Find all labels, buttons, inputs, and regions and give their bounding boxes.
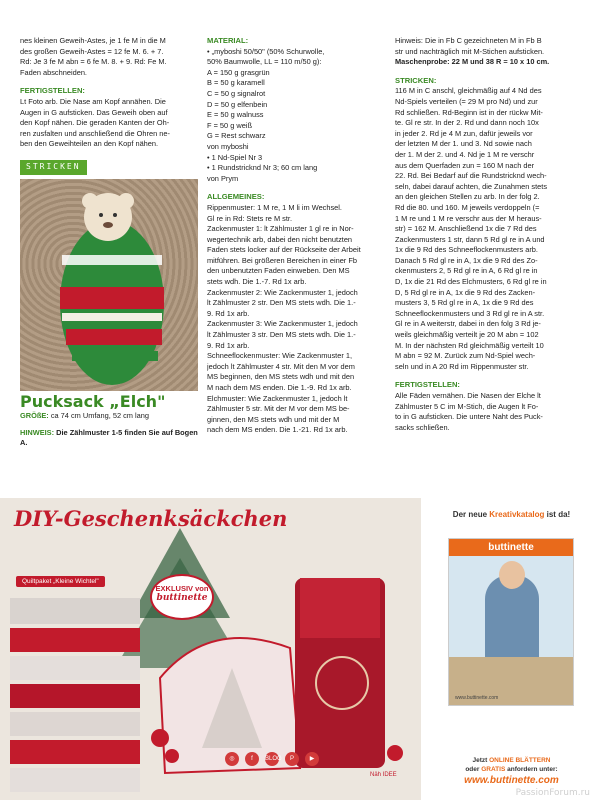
text-line: Schneeflockenmusters und 3 Rd gl re in A str.	[395, 308, 545, 318]
text-line: Zählmuster 5 str. Mit der M vor dem MS be-	[207, 404, 350, 414]
text-line: von Prym	[207, 173, 239, 183]
text-line: Faden abschneiden.	[20, 67, 87, 77]
hinweis-text: Die Zählmuster 1-5 finden Sie auf Bogen A.	[20, 427, 198, 448]
text-line: M nach dem MS enden. Die 1.-9. Rd 1x arb.	[207, 383, 352, 392]
text-line: Gl re in A weiterstr, dabei in den folg 3 Rd je-	[395, 319, 541, 329]
advertisement-banner	[0, 498, 600, 800]
text-line: lt Zählmuster 3 str. Den MS stets wdh. Die 1.-	[207, 330, 356, 340]
text-line: 1x die 9 Rd des Schneeflockenmusters arb.	[395, 245, 538, 255]
text-line: 1 M re und 1 M re verschr aus der M heraus-	[395, 213, 542, 223]
text-line: an den gleichen Stellen zu arb. In der folg 2.	[395, 192, 540, 202]
text-line: Rd die 80. und 160. M jeweils verdoppeln (=	[395, 202, 540, 212]
text-line: Schneeflockenmuster: Wie Zackenmuster 1,	[207, 351, 352, 361]
text-line: nach dem MS enden. Die 1.-21. Rd 1x arb.	[207, 425, 348, 435]
text-line: lt Zählmuster 2 str. Den MS stets wdh. Die 1.-	[207, 298, 356, 308]
section-heading-fertigstellen-2: FERTIGSTELLEN:	[395, 380, 460, 390]
text-line: 9. Rd 1x arb.	[207, 308, 250, 318]
online-line-2-post: anfordern unter:	[505, 766, 558, 773]
text-line: ren zusfalten und anschließend die Ohren ne-	[20, 128, 170, 138]
text-line: Augen in G aufsticken. Das Geweih oben auf	[20, 107, 168, 117]
text-line: G = Rest schwarz	[207, 131, 266, 141]
stricken-block	[395, 86, 580, 372]
text-line: MS beginnen, den MS stets wdh und mit den	[207, 372, 355, 382]
text-line: 50% Baumwolle, LL = 110 m/50 g):	[207, 57, 322, 67]
text-line: Faden stets locker auf der Rückseite der Arbeit	[207, 245, 361, 255]
text-line: mitführen. Bei größeren Bereichen in einer Fb	[207, 255, 357, 265]
youtube-icon[interactable]: ▶	[305, 752, 319, 766]
exklusiv-text: EXKLUSIV von	[155, 584, 209, 593]
quiltpaket-label: Quiltpaket „Kleine Wichtel"	[16, 576, 105, 587]
text-line: 9. Rd 1x arb.	[207, 340, 250, 350]
pucksack-photo	[20, 179, 198, 391]
column-1	[20, 36, 198, 449]
text-line: Rd: Je 3 fe M abn = 6 fe M. 8. + 9. Rd: Fe M.	[20, 57, 167, 67]
online-line-1-pre: Jetzt	[472, 757, 490, 764]
text-line: sacks schließen.	[395, 422, 450, 432]
text-line: wegertechnik arb, dabei den nicht benutzten	[207, 234, 353, 244]
facebook-icon[interactable]: f	[245, 752, 259, 766]
online-line-2-highlight: GRATIS	[481, 766, 506, 773]
text-line: Lt Foto arb. Die Nase am Kopf annähen. Die	[20, 96, 166, 106]
text-line: jedoch lt Zählmuster 4 str. Mit den M vor dem	[207, 361, 355, 371]
social-icons	[225, 752, 319, 766]
text-line: Elchmuster: Wie Zackenmuster 1, jedoch lt	[207, 393, 348, 403]
text-line: str) = 162 M. Anschließend 1x die 7 Rd des	[395, 224, 537, 234]
section-heading-fertigstellen: FERTIGSTELLEN:	[20, 86, 85, 96]
text-line: E = 50 g walnuss	[207, 110, 264, 120]
diy-ad[interactable]	[0, 498, 421, 800]
text-line: ben den Geweihteilen an den Kopf nähen.	[20, 139, 159, 149]
text-line: • 1 Nd-Spiel Nr 3	[207, 152, 263, 162]
text-line: D, 1x die 21 Rd des Elchmusters, 6 Rd gl re in	[395, 277, 547, 287]
fertig-block	[395, 391, 580, 433]
text-line: Hinweis: Die in Fb C gezeichneten M in Fb B	[395, 36, 542, 45]
catalog-url: www.buttinette.com	[455, 695, 499, 701]
text-line: der 1. M der 2. und 4. Nd je 1 M re verschr	[395, 149, 535, 159]
text-line: D, 5 Rd gl re in A, 1x die 9 Rd des Zacken-	[395, 287, 536, 297]
text-line: Zählmuster 5 C im M-Stich, die Augen lt Fo-	[395, 401, 539, 411]
text-line: B = 50 g karamell	[207, 78, 265, 88]
online-line-2	[429, 765, 594, 774]
hinweis-line	[20, 428, 198, 449]
text-line: M abn = 92 M. Zurück zum Nd-Spiel wech-	[395, 351, 536, 361]
pattern-title: Pucksack „Elch"	[20, 391, 166, 411]
text-line: D = 50 g elfenbein	[207, 99, 268, 109]
text-line: stets wdh. Die 1.-7. Rd 1x arb.	[207, 277, 307, 287]
online-line-2-pre: oder	[465, 766, 482, 773]
text-line: M. In der nächsten Rd gleichmäßig verteilt 10	[395, 340, 544, 350]
text-line: A = 150 g grasgrün	[207, 67, 270, 77]
fabric-bags-illustration	[0, 498, 421, 800]
text-line: den unbenutzten Faden einweben. Den MS	[207, 266, 350, 276]
catalog-logo: buttinette	[449, 539, 573, 556]
material-list	[207, 47, 387, 185]
col1-intro	[20, 36, 198, 78]
allgemeines-list	[207, 203, 387, 436]
hinweis-block	[395, 36, 580, 68]
text-line: C = 50 g signalrot	[207, 88, 266, 98]
exklusiv-badge	[150, 574, 214, 620]
catalog-cover[interactable]	[448, 538, 574, 706]
watermark: PassionForum.ru	[515, 788, 590, 798]
section-heading-stricken: STRICKEN:	[395, 75, 437, 85]
online-line-1	[429, 756, 594, 765]
groesse-text: ca 74 cm Umfang, 52 cm lang	[50, 411, 149, 421]
text-line: Danach 5 Rd gl re in A, 1x die 9 Rd des Zo-	[395, 255, 538, 265]
text-line: te. Gl re str. In der 2. Rd und dann noch 10x	[395, 118, 539, 128]
catalog-headline	[429, 510, 594, 519]
text-line: Alle Fäden vernähen. Die Nasen der Elche lt	[395, 391, 541, 400]
text-line: seln, dabei darauf achten, die Zunahmen stets	[395, 181, 548, 191]
catalog-ad[interactable]	[421, 498, 600, 800]
ad-title: DIY-Geschenksäckchen	[14, 506, 288, 531]
text-line: str und nachträglich mit M-Stichen aufsticken.	[395, 46, 545, 56]
text-line: Maschenprobe: 22 M und 38 R = 10 x 10 cm.	[395, 57, 550, 67]
pucksack-illustration	[20, 179, 198, 391]
stricken-badge: STRICKEN	[20, 160, 87, 175]
text-line: des großen Geweih-Astes = 12 fe M. 6. + 7.	[20, 46, 164, 56]
text-line: Zackenmusters 1 str, dann 5 Rd gl re in A und	[395, 234, 545, 244]
instagram-icon[interactable]: ◎	[225, 752, 239, 766]
pinterest-icon[interactable]: P	[285, 752, 299, 766]
text-line: aus dem Querfaden zun = 160 M nach der	[395, 160, 535, 170]
text-line: musters 3, 5 Rd gl re in A, 1x die 9 Rd des	[395, 298, 534, 308]
text-line: ginnen, den MS stets wdh und mit der M	[207, 414, 340, 424]
text-line: in jeder 2. Rd je 4 M zun, dafür jeweils vor	[395, 128, 533, 138]
column-2	[207, 36, 387, 436]
text-line: weils gleichmäßig verteilt je 20 M abn = 102	[395, 330, 539, 340]
text-line: • „myboshi 50/50" (50% Schurwolle,	[207, 46, 325, 56]
text-line: Rippenmuster: 1 M re, 1 M li im Wechsel.	[207, 202, 342, 212]
text-line: to in G aufsticken. Die untere Naht des Puck-	[395, 412, 543, 422]
catalog-headline-post: ist da!	[544, 510, 571, 519]
text-line: Zackenmuster 2: Wie Zackenmuster 1, jedoch	[207, 287, 358, 297]
cover-person-head	[499, 561, 525, 589]
naeh-idee-badge: Näh IDEE	[370, 772, 397, 778]
text-line: ckenmusters 2, 5 Rd gl re in A, 6 Rd gl re in	[395, 266, 538, 276]
text-line: von myboshi	[207, 141, 249, 151]
text-line: Zackenmuster 1: lt Zählmuster 1 gl re in Nor-	[207, 224, 354, 234]
blog-icon[interactable]: BLOG	[265, 752, 279, 766]
text-line: 116 M in C anschl, gleichmäßig auf 4 Nd des	[395, 86, 542, 96]
section-heading-allgemeines: ALLGEMEINES:	[207, 192, 265, 202]
online-cta	[429, 756, 594, 785]
text-line: Rd schließen. Rd-Beginn ist in der rückw Mit-	[395, 107, 543, 117]
text-line: Nd-Spiels verteilen (= 29 M pro Nd) und zur	[395, 96, 538, 106]
groesse-line	[20, 411, 198, 422]
text-line: den Kopf nähen. Die geraden Kanten der Oh-	[20, 118, 170, 128]
text-line: F = 50 g weiß	[207, 120, 252, 130]
col1-fertig	[20, 97, 198, 150]
brand-text: buttinette	[156, 593, 208, 603]
text-line: Gl re in Rd: Stets re M str.	[207, 213, 293, 223]
website-link[interactable]: www.buttinette.com	[464, 775, 559, 786]
text-line: 22. Rd. Bei Bedarf auf die Rundstricknd wech-	[395, 171, 547, 181]
catalog-headline-highlight: Kreativkatalog	[489, 510, 545, 519]
section-heading-material: MATERIAL:	[207, 36, 249, 45]
text-line: Zackenmuster 3: Wie Zackenmuster 1, jedoch	[207, 319, 358, 329]
catalog-headline-pre: Der neue	[452, 510, 490, 519]
column-3	[395, 36, 580, 433]
text-line: nes kleinen Geweih-Astes, je 1 fe M in die M	[20, 36, 166, 45]
groesse-label: GRÖßE:	[20, 411, 49, 421]
online-line-1-highlight: ONLINE BLÄTTERN	[489, 757, 551, 764]
text-line: seln und in A 20 Rd im Rippenmuster str.	[395, 361, 529, 371]
text-line: • 1 Rundstricknd Nr 3; 60 cm lang	[207, 163, 318, 173]
hinweis-label: HINWEIS:	[20, 427, 55, 437]
text-line: der letzten M der 1. und 3. Nd sowie nach	[395, 139, 532, 149]
